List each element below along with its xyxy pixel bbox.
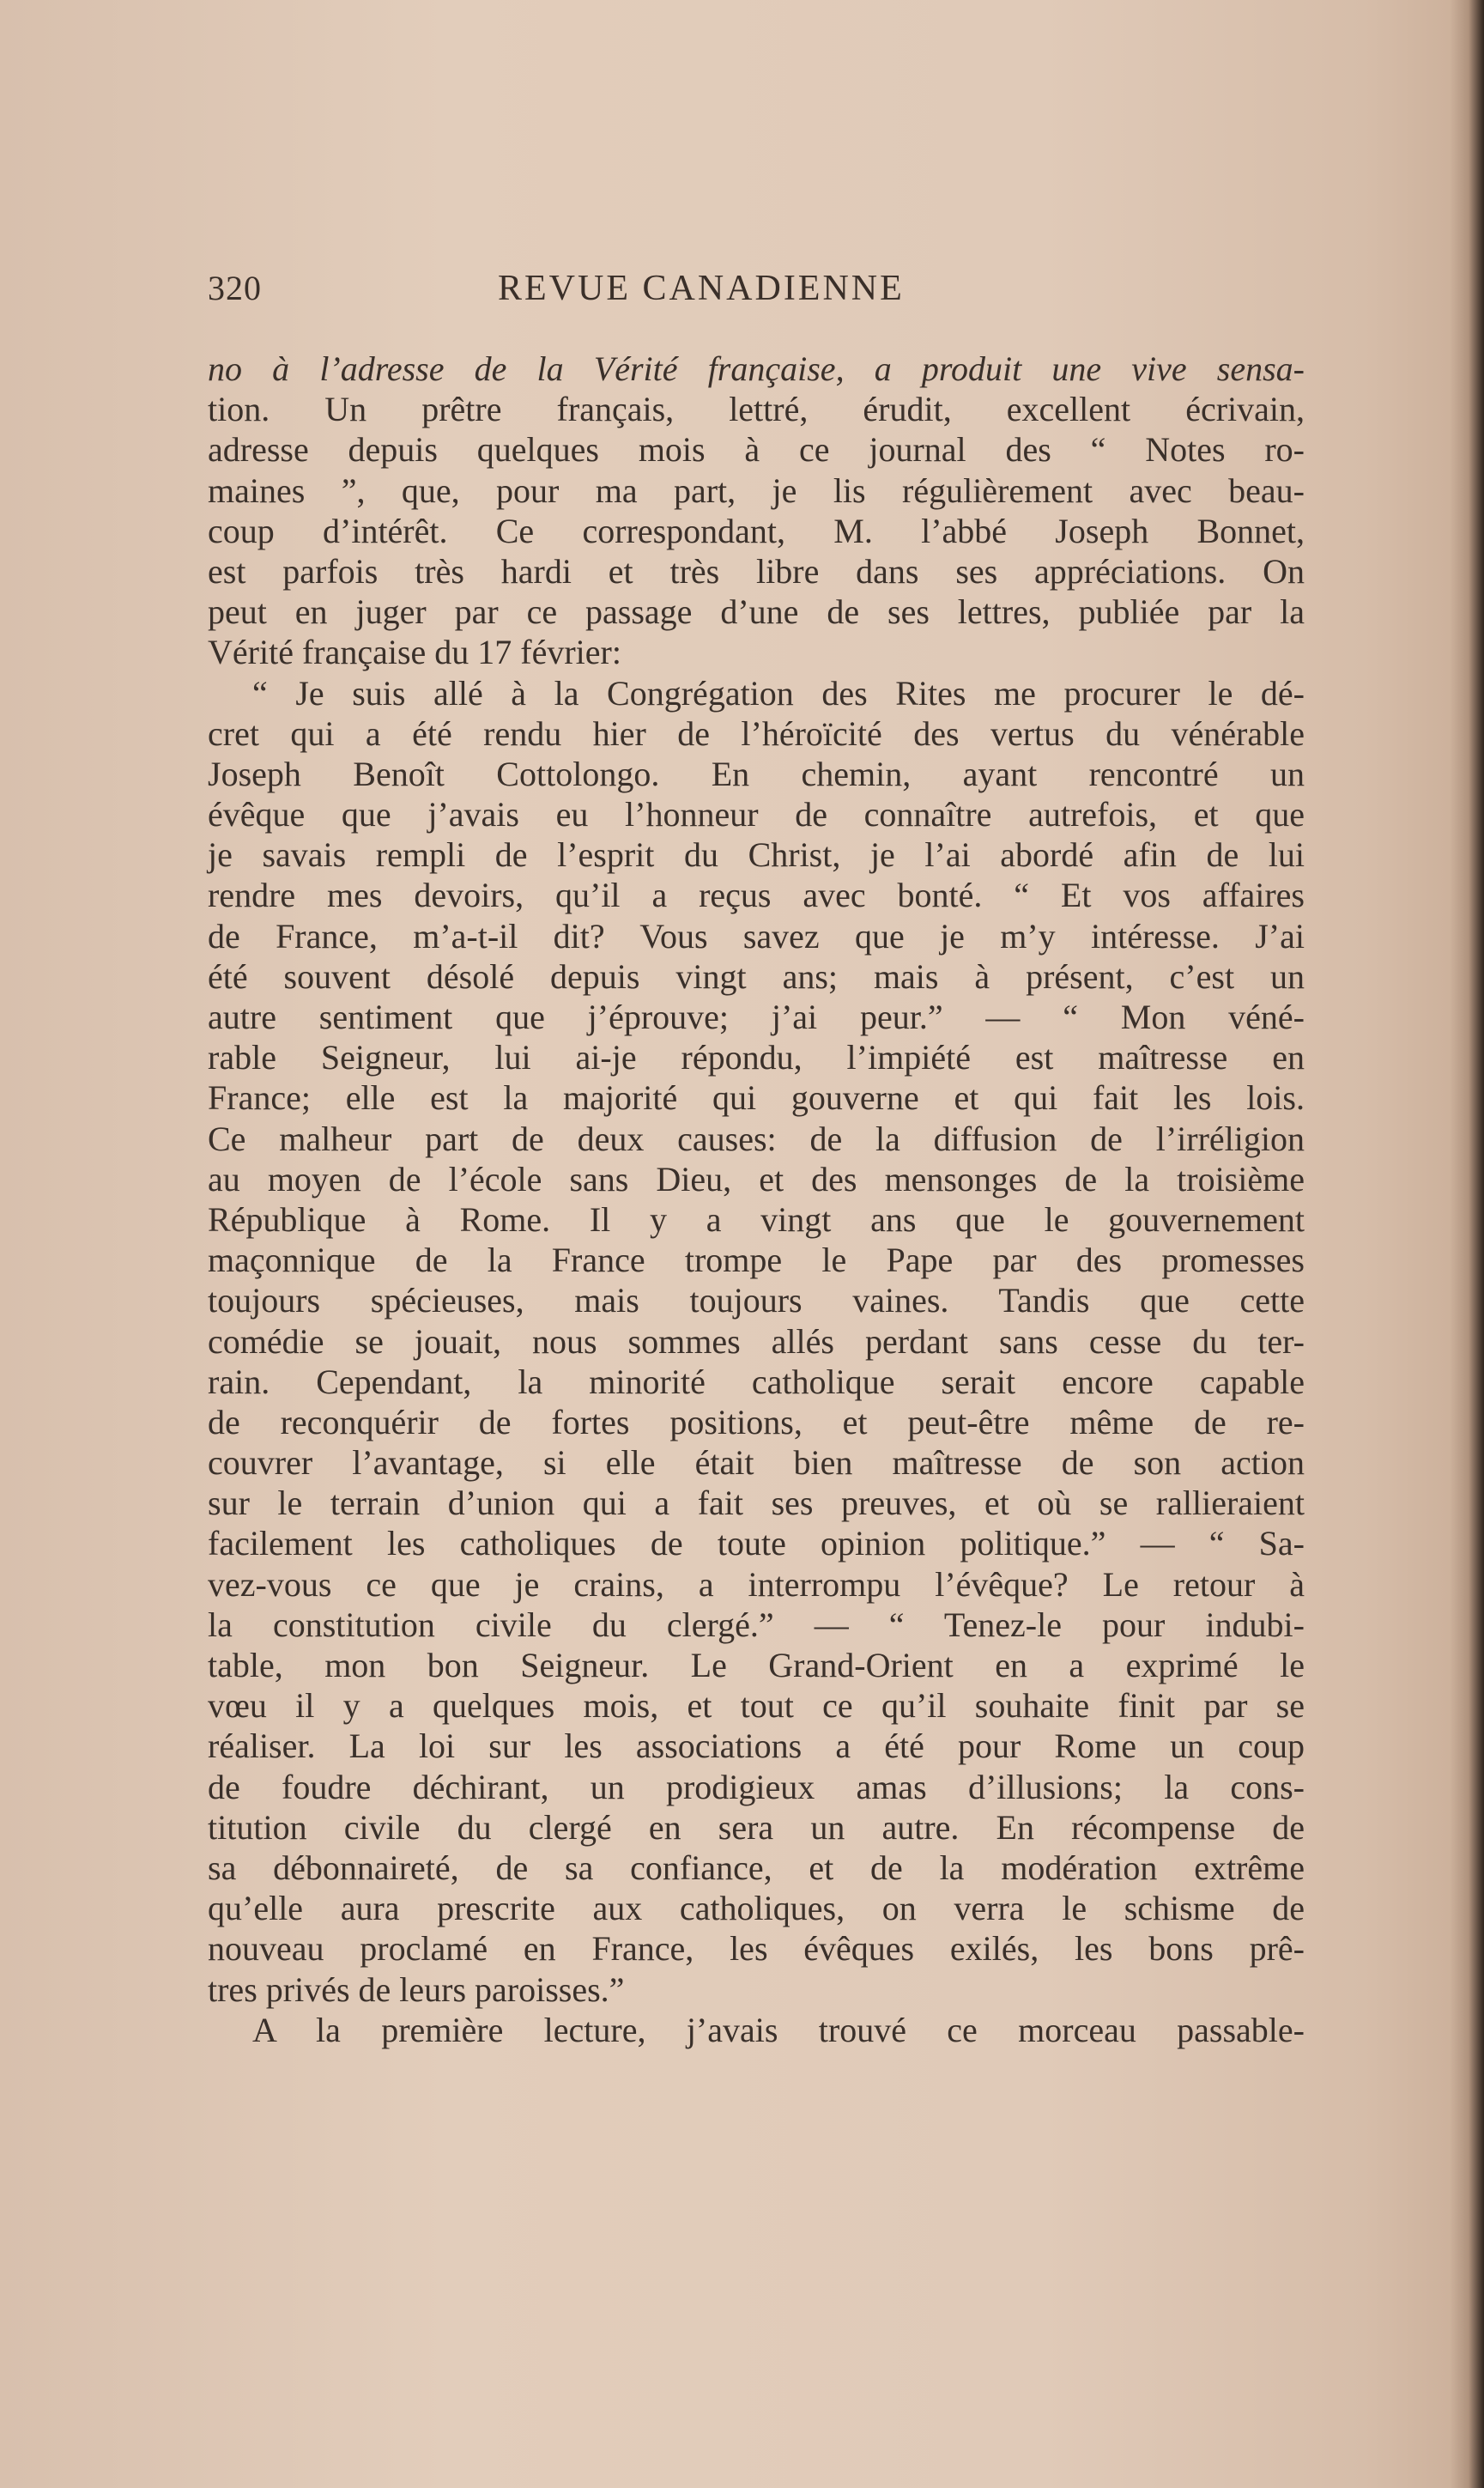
text-line-32: la constitution civile du clergé.” — “ Tenez-le pour indubi- — [208, 1605, 1305, 1644]
text-line-42: A la première lecture, j’avais trouvé ce morceau passable- — [252, 2010, 1305, 2049]
text-line-23: maçonnique de la France trompe le Pape par des promesses — [208, 1241, 1305, 1280]
page-number: 320 — [208, 269, 262, 307]
text-line-21: au moyen de l’école sans Dieu, et des mensonges de la troisième — [208, 1159, 1305, 1198]
text-line-6: est parfois très hardi et très libre dans ses appréciations. On — [208, 551, 1305, 591]
text-line-4: maines ”, que, pour ma part, je lis régulièrement avec beau- — [208, 470, 1305, 510]
text-line-17: autre sentiment que j’éprouve; j’ai peur.” — “ Mon véné- — [208, 998, 1305, 1036]
body-text — [208, 349, 1305, 2050]
text-line-37: titution civile du clergé en sera un autre. En récompense de — [208, 1807, 1305, 1847]
text-line-2: tion. Un prêtre français, lettré, érudit, excellent écrivain, — [208, 390, 1305, 429]
text-line-24: toujours spécieuses, mais toujours vaines. Tandis que cette — [208, 1281, 1305, 1320]
text-line-14: rendre mes devoirs, qu’il a reçus avec bonté. “ Et vos affaires — [208, 876, 1305, 915]
running-title: REVUE CANADIENNE — [498, 269, 905, 308]
text-line-9: “ Je suis allé à la Congrégation des Rites me procurer le dé- — [252, 673, 1305, 713]
text-line-15: de France, m’a-t-il dit? Vous savez que je m’y intéresse. J’ai — [208, 916, 1305, 956]
text-line-40: nouveau proclamé en France, les évêques exilés, les bons prê- — [208, 1929, 1305, 1969]
text-line-16: été souvent désolé depuis vingt ans; mais à présent, c’est un — [208, 956, 1305, 996]
text-line-3: adresse depuis quelques mois à ce journal des “ Notes ro- — [208, 430, 1305, 470]
text-line-8: Vérité française du 17 février: — [208, 633, 621, 672]
text-line-10: cret qui a été rendu hier de l’héroïcité des vertus du vénérable — [208, 713, 1305, 753]
text-line-20: Ce malheur part de deux causes: de la diffusion de l’irréligion — [208, 1119, 1305, 1158]
text-line-38: sa débonnaireté, de sa confiance, et de la modération extrême — [208, 1848, 1305, 1887]
page-header — [208, 268, 1298, 311]
text-line-26: rain. Cependant, la minorité catholique serait encore capable — [208, 1362, 1305, 1401]
text-line-28: couvrer l’avantage, si elle était bien maîtresse de son action — [208, 1443, 1305, 1483]
text-line-19: France; elle est la majorité qui gouverne et qui fait les lois. — [208, 1078, 1305, 1118]
text-line-1 — [208, 349, 1305, 389]
text-line-13: je savais rempli de l’esprit du Christ, je l’ai abordé afin de lui — [208, 835, 1305, 875]
text-line-25: comédie se jouait, nous sommes allés perdant sans cesse du ter- — [208, 1321, 1305, 1361]
text-line-30: facilement les catholiques de toute opinion politique.” — “ Sa- — [208, 1524, 1305, 1563]
text-line-31: vez-vous ce que je crains, a interrompu l’évêque? Le retour à — [208, 1564, 1305, 1604]
text-line-36: de foudre déchirant, un prodigieux amas d’illusions; la cons- — [208, 1767, 1305, 1806]
text-line-35: réaliser. La loi sur les associations a été pour Rome un coup — [208, 1726, 1305, 1766]
text-line-5: coup d’intérêt. Ce correspondant, M. l’abbé Joseph Bonnet, — [208, 511, 1305, 550]
text-line-7: peut en juger par ce passage d’une de ses lettres, publiée par la — [208, 592, 1305, 632]
text-line-29: sur le terrain d’union qui a fait ses preuves, et où se rallieraient — [208, 1484, 1305, 1523]
text-line-11: Joseph Benoît Cottolongo. En chemin, ayant rencontré un — [208, 754, 1305, 793]
page-edge-shadow — [1450, 0, 1484, 2488]
text-line-27: de reconquérir de fortes positions, et peut-être même de re- — [208, 1402, 1305, 1441]
text-line-33: table, mon bon Seigneur. Le Grand-Orient en a exprimé le — [208, 1646, 1305, 1684]
text-line-41: tres privés de leurs paroisses.” — [208, 1969, 625, 2009]
text-line-18: rable Seigneur, lui ai-je répondu, l’impiété est maîtresse en — [208, 1038, 1305, 1077]
text-line-39: qu’elle aura prescrite aux catholiques, on verra le schisme de — [208, 1889, 1305, 1928]
text-line-12: évêque que j’avais eu l’honneur de connaître autrefois, et que — [208, 795, 1305, 834]
text-line-1-content: no à l’adresse de la Vérité française, a produit une vive sensa- — [208, 349, 1305, 388]
text-line-34: vœu il y a quelques mois, et tout ce qu’il souhaite finit par se — [208, 1686, 1305, 1726]
text-line-22: République à Rome. Il y a vingt ans que le gouvernement — [208, 1199, 1305, 1239]
